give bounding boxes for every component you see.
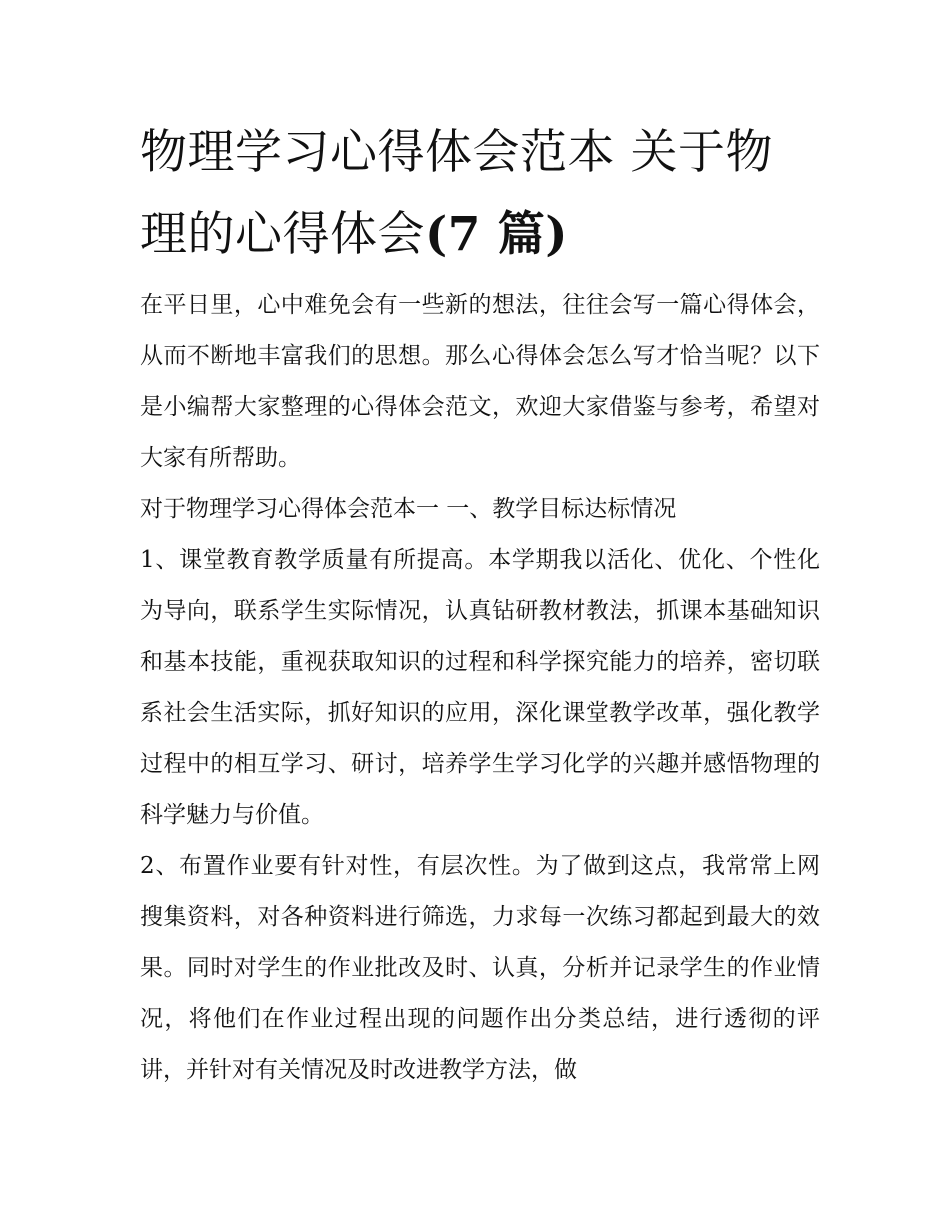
item-2-paragraph: 2、布置作业要有针对性，有层次性。为了做到这点，我常常上网搜集资料，对各种资料进行筛选，力求每一次练习都起到最大的效果。同时对学生的作业批改及时、认真，分析并记录学生的作业情况，将他们在作业过程出现的问题作出分类总结，进行透彻的评讲，并针对有关情况及时改进教学方法，做	[140, 853, 820, 1083]
item-1-paragraph: 1、课堂教育教学质量有所提高。本学期我以活化、优化、个性化为导向，联系学生实际情况，认真钻研教材教法，抓课本基础知识和基本技能，重视获取知识的过程和科学探究能力的培养，密切联系社会生活实际，抓好知识的应用，深化课堂教学改革，强化教学过程中的相互学习、研讨，培养学生学习化学的兴趣并感悟物理的科学魅力与价值。	[140, 547, 820, 828]
section-heading: 对于物理学习心得体会范本一 一、教学目标达标情况	[140, 496, 677, 522]
title-count: (7 篇)	[425, 207, 569, 262]
document-page	[140, 112, 820, 1096]
document-title	[140, 112, 820, 276]
title-text: 物理学习心得体会范本 关于物理的心得体会	[140, 125, 773, 262]
intro-paragraph: 在平日里，心中难免会有一些新的想法，往往会写一篇心得体会，从而不断地丰富我们的思想。那么心得体会怎么写才恰当呢？以下是小编帮大家整理的心得体会范文，欢迎大家借鉴与参考，希望对大家有所帮助。	[140, 292, 820, 471]
